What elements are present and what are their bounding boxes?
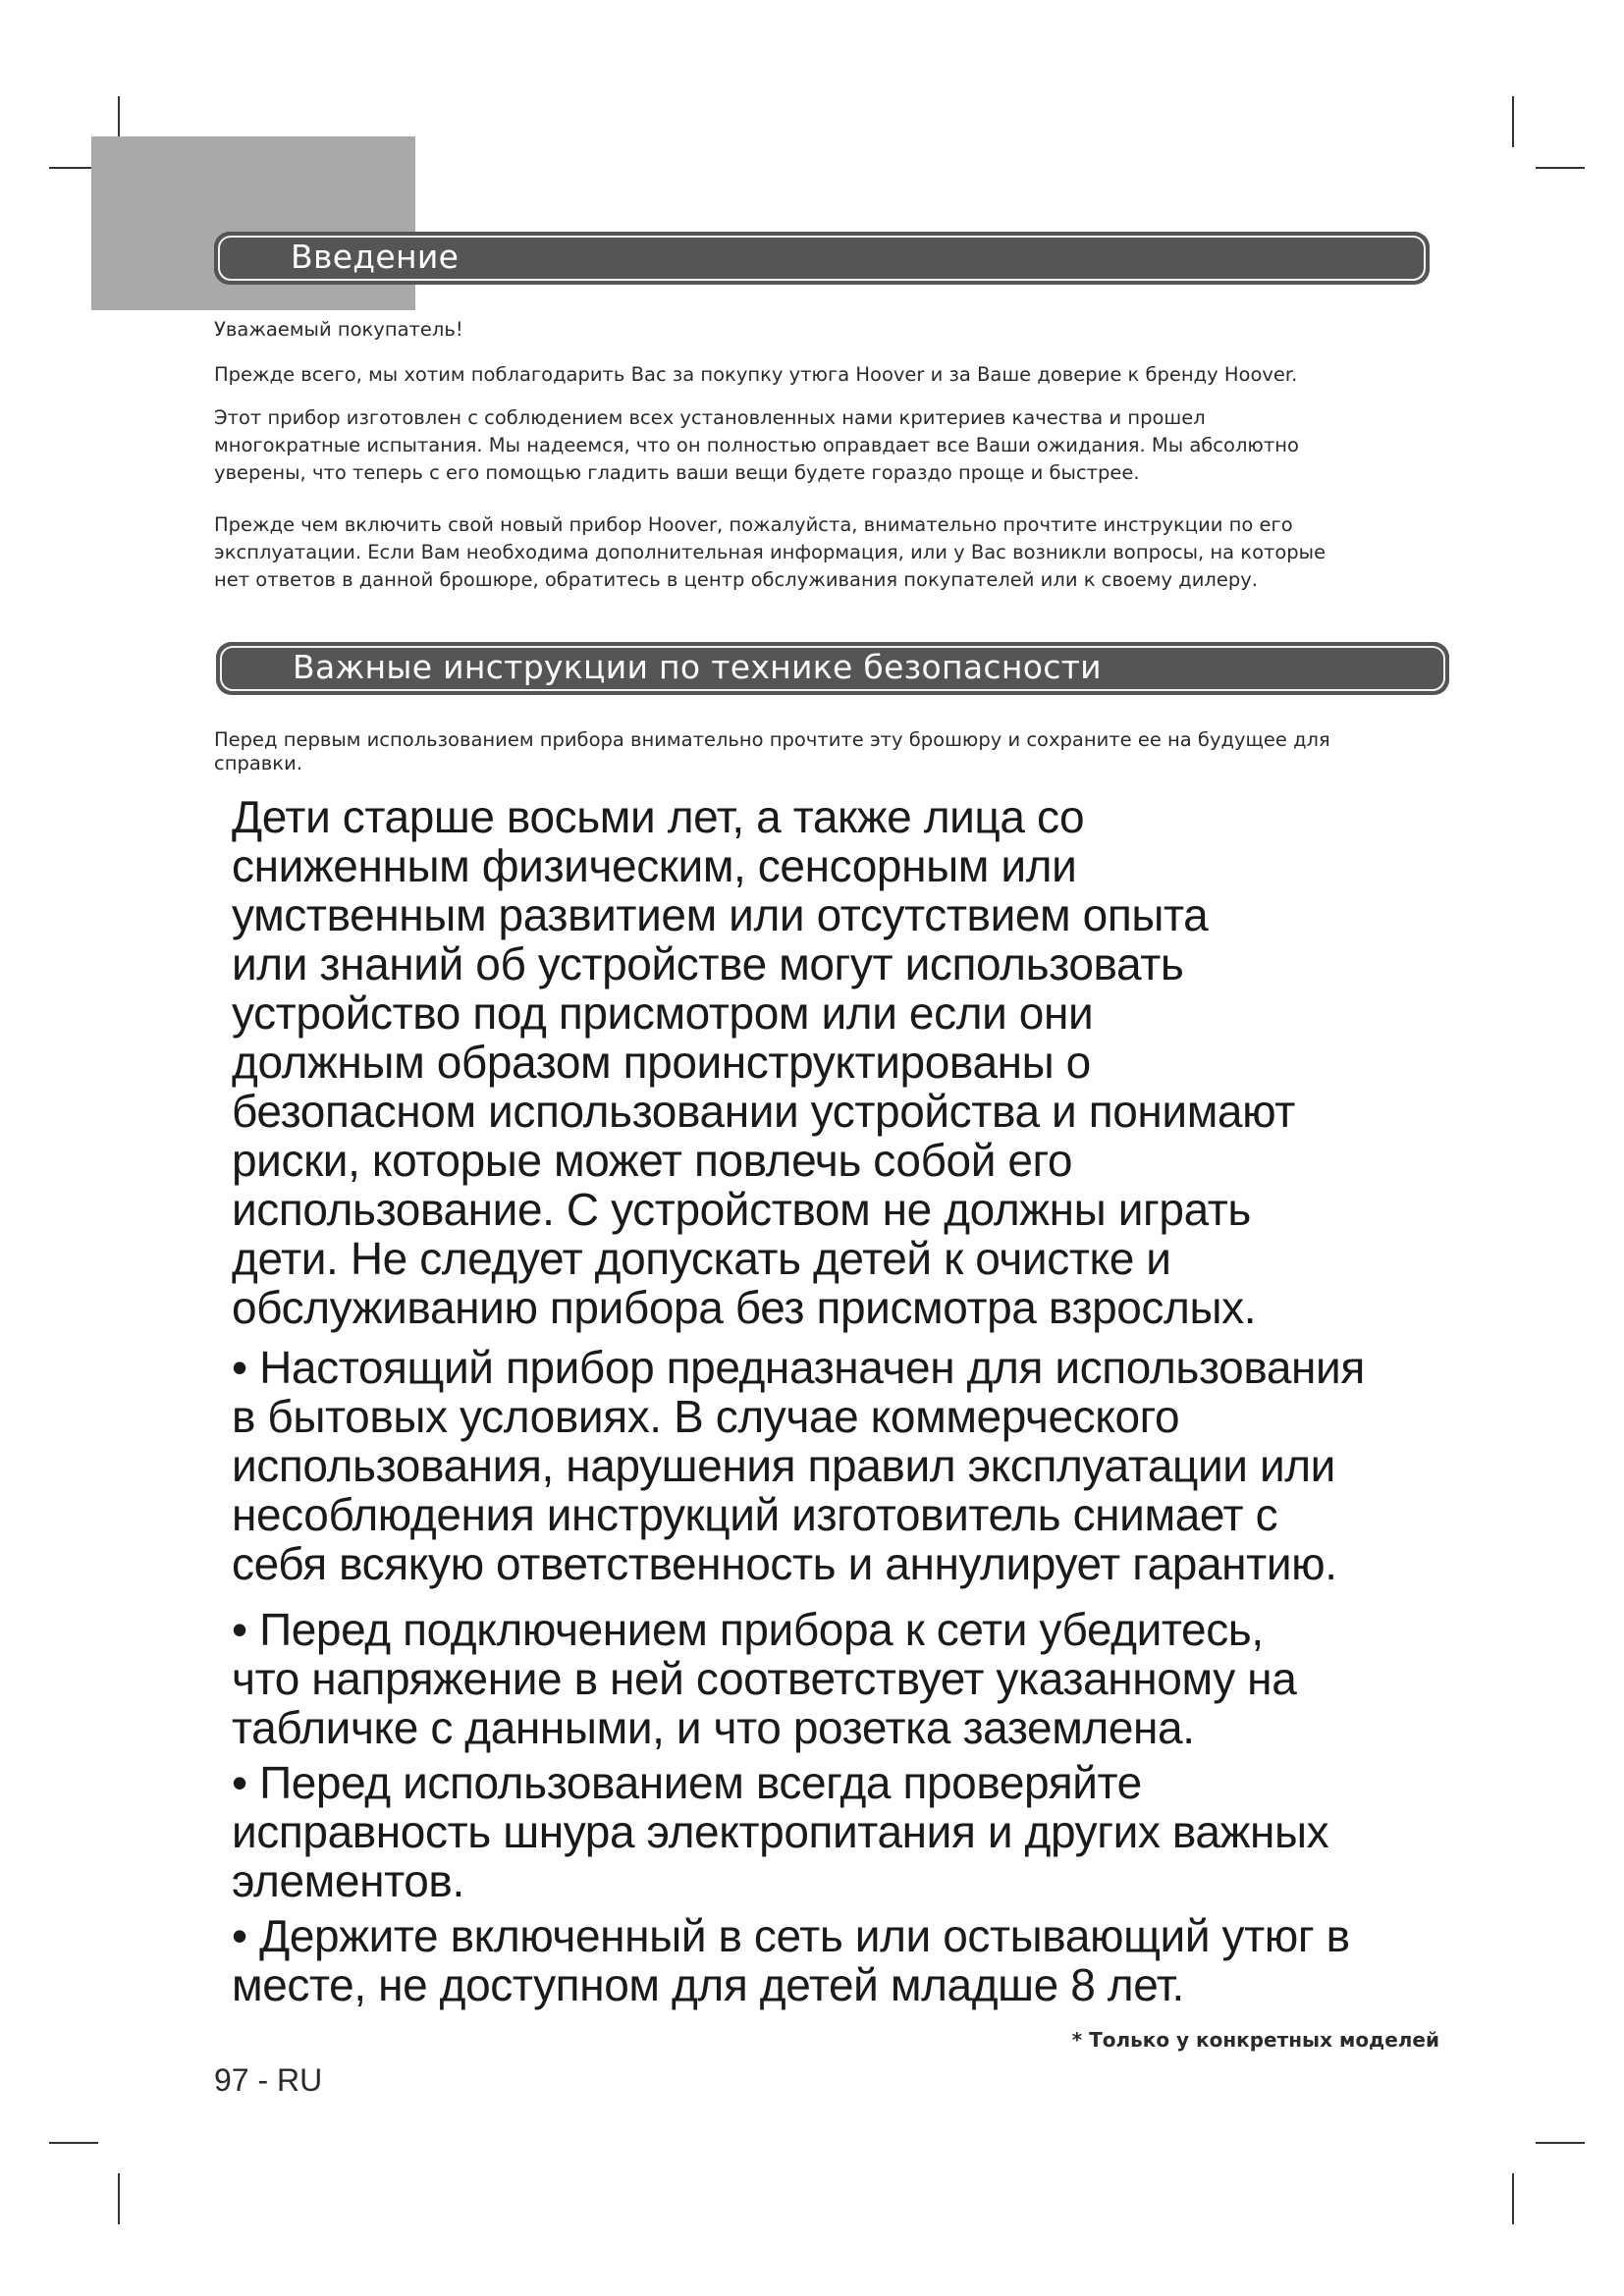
text-line: использования, нарушения правил эксплуатации или [232,1440,1335,1491]
footnote: * Только у конкретных моделей [1071,2028,1439,2052]
text-line: • Перед подключением прибора к сети убедитесь, [232,1604,1264,1655]
intro-header-bar [214,232,1430,285]
text-line: что напряжение в ней соответствует указанному на [232,1653,1297,1704]
text-line: исправность шнура электропитания и других важных [232,1806,1329,1857]
text-line: устройство под присмотром или если они [232,988,1094,1039]
page-number: 97 - RU [214,2062,323,2098]
intro-paragraph-2 [214,511,1441,594]
safety-title: Важные инструкции по технике безопасности [293,648,1102,686]
text-line: уверены, что теперь с его помощью гладить ваши вещи будете гораздо проще и быстрее. [214,461,1140,484]
text-line: риски, которые может повлечь собой его [232,1135,1073,1186]
text-line: • Настоящий прибор предназначен для использования [232,1342,1365,1393]
text-line: эксплуатации. Если Вам необходима дополнительная информация, или у Вас возникли вопросы, на которые [214,541,1326,563]
safety-intro-text [214,728,1441,775]
text-line: Дети старше восьми лет, а также лица со [232,791,1085,842]
safety-bullet [232,1605,1479,1752]
text-line: использование. С устройством не должны играть [232,1184,1251,1235]
crop-mark [118,2173,120,2224]
text-line: табличке с данными, и что розетка заземлена. [232,1702,1195,1753]
text-line: нет ответов в данной брошюре, обратитесь в центр обслуживания покупателей или к своему дилеру. [214,568,1258,591]
text-line: безопасном использовании устройства и понимают [232,1086,1295,1137]
safety-bullet [232,1343,1479,1588]
text-line: себя всякую ответственность и аннулирует гарантию. [232,1538,1337,1589]
safety-bullet [232,1758,1479,1905]
text-line: справки. [214,752,302,774]
safety-header-bar [216,642,1449,695]
text-line: обслуживанию прибора без присмотра взрослых. [232,1282,1257,1333]
text-line: месте, не доступном для детей младше 8 лет. [232,1959,1184,2010]
crop-mark [1512,2173,1514,2224]
text-line: в бытовых условиях. В случае коммерческого [232,1391,1180,1442]
greeting-text: Уважаемый покупатель! [214,318,463,341]
text-line: или знаний об устройстве могут использовать [232,938,1184,989]
thanks-text: Прежде всего, мы хотим поблагодарить Вас за покупку утюга Hoover и за Ваше доверие к бренду Hoover. [214,363,1298,386]
text-line: • Держите включенный в сеть или остывающий утюг в [232,1910,1350,1961]
text-line: многократные испытания. Мы надеемся, что он полностью оправдает все Ваши ожидания. Мы абсолютно [214,434,1299,456]
crop-mark [1536,167,1585,169]
intro-paragraph-1 [214,404,1441,487]
text-line: сниженным физическим, сенсорным или [232,840,1077,891]
text-line: дети. Не следует допускать детей к очистке и [232,1233,1171,1284]
text-line: несоблюдения инструкций изготовитель снимает с [232,1489,1278,1540]
text-line: Перед первым использованием прибора внимательно прочтите эту брошюру и сохраните ее на будущее для [214,728,1330,751]
intro-title: Введение [291,238,460,276]
text-line: Прежде чем включить свой новый прибор Hoover, пожалуйста, внимательно прочтите инструкции по его [214,513,1293,536]
text-line: умственным развитием или отсутствием опыта [232,889,1209,940]
text-line: должным образом проинструктированы о [232,1037,1091,1088]
text-line: Этот прибор изготовлен с соблюдением всех установленных нами критериев качества и прошел [214,406,1206,429]
main-warning-text [232,792,1479,1332]
crop-mark [49,2142,98,2144]
text-line: элементов. [232,1855,464,1906]
text-line: • Перед использованием всегда проверяйте [232,1757,1142,1808]
safety-bullet [232,1911,1479,2009]
crop-mark [1536,2142,1585,2144]
crop-mark [1512,96,1514,147]
